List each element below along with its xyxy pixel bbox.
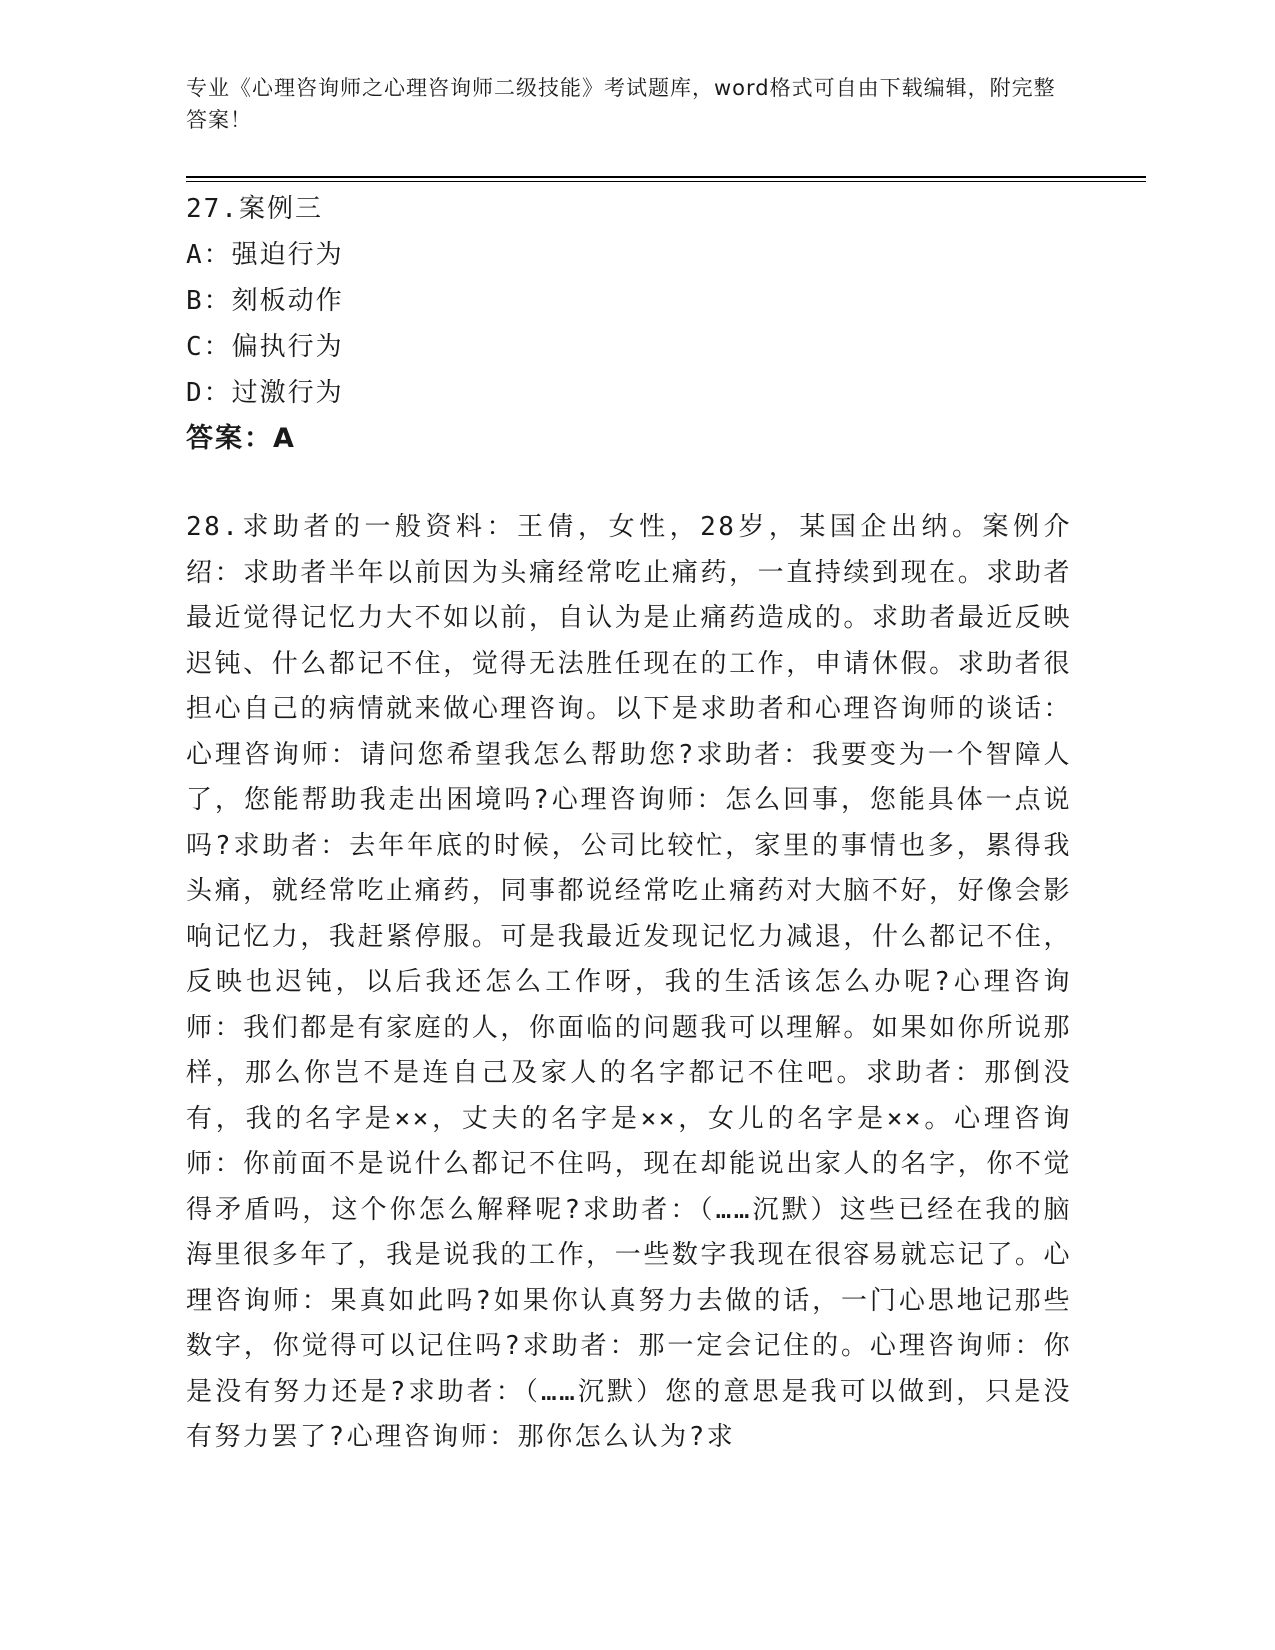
page-header: 专业《心理咨询师之心理咨询师二级技能》考试题库，word格式可自由下载编辑，附完整答案！	[186, 76, 1056, 132]
header-divider-thick	[186, 176, 1146, 178]
question-28: 28.求助者的一般资料：王倩，女性，28岁，某国企出纳。案例介绍：求助者半年以前因为头痛经常吃止痛药，一直持续到现在。求助者最近觉得记忆力大不如以前，自认为是止痛药造成的。求助者最近反映迟钝、什么都记不住，觉得无法胜任现在的工作，申请休假。求助者很担心自己的病情就来做心理咨询。以下是求助者和心理咨询师的谈话：心理咨询师：请问您希望我怎么帮助您?求助者：我要变为一个智障人了，您能帮助我走出困境吗?心理咨询师：怎么回事，您能具体一点说吗?求助者：去年年底的时候，公司比较忙，家里的事情也多，累得我头痛，就经常吃止痛药，同事都说经常吃止痛药对大脑不好，好像会影响记忆力，我赶紧停服。可是我最近发现记忆力减退，什么都记不住，反映也迟钝，以后我还怎么工作呀，我的生活该怎么办呢?心理咨询师：我们都是有家庭的人，你面临的问题我可以理解。如果如你所说那样，那么你岂不是连自己及家人的名字都记不住吧。求助者：那倒没有，我的名字是××，丈夫的名字是××，女儿的名字是××。心理咨询师：你前面不是说什么都记不住吗，现在却能说出家人的名字，你不觉得矛盾吗，这个你怎么解释呢?求助者：（……沉默）这些已经在我的脑海里很多年了，我是说我的工作，一些数字我现在很容易就忘记了。心理咨询师：果真如此吗?如果你认真努力去做的话，一门心思地记那些数字，你觉得可以记住吗?求助者：那一定会记住的。心理咨询师：你是没有努力还是?求助者：（……沉默）您的意思是我可以做到，只是没有努力罢了?心理咨询师：那你怎么认为?求	[186, 512, 1072, 1452]
option-d: D：过激行为	[186, 378, 344, 408]
question-27-answer: 答案：A	[186, 423, 296, 454]
question-27-title: 27.案例三	[186, 194, 323, 224]
option-c: C：偏执行为	[186, 332, 344, 362]
question-27	[186, 186, 1086, 462]
option-a: A：强迫行为	[186, 240, 344, 270]
header-divider-thin	[186, 181, 1146, 182]
option-b: B：刻板动作	[186, 286, 344, 316]
